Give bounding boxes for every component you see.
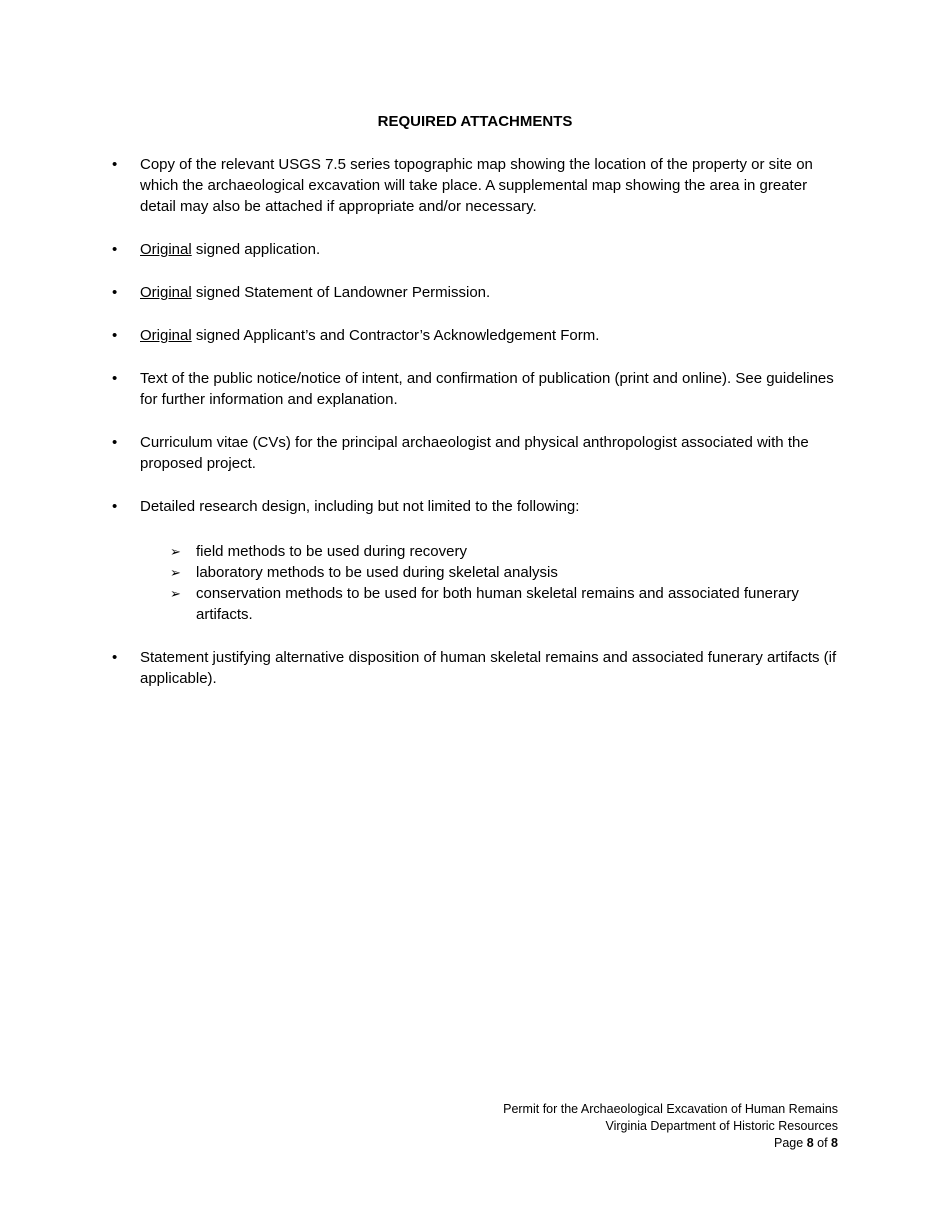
item-text: Text of the public notice/notice of intent, and confirmation of publication (print and online). See guidelines for further information and explanation. xyxy=(140,370,834,408)
page-footer xyxy=(503,1101,838,1152)
item-text: Statement justifying alternative disposition of human skeletal remains and associated funerary artifacts (if applicable). xyxy=(140,649,837,687)
item-text: signed application. xyxy=(191,241,321,258)
footer-document-title: Permit for the Archaeological Excavation of Human Remains xyxy=(503,1102,838,1116)
sublist-item xyxy=(170,541,840,562)
bullet-icon: • xyxy=(112,284,118,301)
page-number xyxy=(503,1135,838,1152)
arrow-bullet-icon: ➢ xyxy=(170,565,181,580)
bullet-icon: • xyxy=(112,498,118,515)
section-heading: REQUIRED ATTACHMENTS xyxy=(377,113,573,130)
bullet-icon: • xyxy=(112,434,118,451)
arrow-bullet-icon: ➢ xyxy=(170,586,181,601)
sublist-item xyxy=(170,562,840,583)
sublist-item xyxy=(170,583,840,625)
page-word: Page xyxy=(774,1136,804,1150)
sublist-item-text: laboratory methods to be used during skeletal analysis xyxy=(196,564,558,581)
item-text: Curriculum vitae (CVs) for the principal archaeologist and physical anthropologist associated with the proposed project. xyxy=(140,434,809,472)
item-text: signed Statement of Landowner Permission. xyxy=(191,284,491,301)
list-item xyxy=(110,282,840,303)
page-total: 8 xyxy=(831,1136,838,1150)
bullet-icon: • xyxy=(112,241,118,258)
item-text: Detailed research design, including but not limited to the following: xyxy=(140,498,580,515)
list-item xyxy=(110,368,840,410)
research-design-sublist xyxy=(140,541,840,625)
bullet-icon: • xyxy=(112,370,118,387)
attachments-list xyxy=(110,154,840,711)
list-item xyxy=(110,432,840,474)
item-emphasis: Original xyxy=(140,284,192,301)
page-current: 8 xyxy=(806,1136,814,1150)
list-item xyxy=(110,647,840,689)
footer-agency: Virginia Department of Historic Resources xyxy=(605,1119,838,1133)
arrow-bullet-icon: ➢ xyxy=(170,544,181,559)
list-item xyxy=(110,239,840,260)
item-emphasis: Original xyxy=(140,327,192,344)
of-word: of xyxy=(817,1136,828,1150)
item-emphasis: Original xyxy=(140,241,192,258)
item-text: Copy of the relevant USGS 7.5 series topographic map showing the location of the property or site on which the archaeological excavation will take place. A supplemental map showing the area in greater detail may also be attached if appropriate and/or necessary. xyxy=(140,156,813,215)
list-item xyxy=(110,496,840,625)
list-item xyxy=(110,325,840,346)
bullet-icon: • xyxy=(112,649,118,666)
bullet-icon: • xyxy=(112,327,118,344)
bullet-icon: • xyxy=(112,156,118,173)
list-item xyxy=(110,154,840,217)
sublist-item-text: field methods to be used during recovery xyxy=(196,543,467,560)
sublist-item-text: conservation methods to be used for both human skeletal remains and associated funerary artifacts. xyxy=(196,585,799,623)
item-text: signed Applicant’s and Contractor’s Acknowledgement Form. xyxy=(191,327,600,344)
